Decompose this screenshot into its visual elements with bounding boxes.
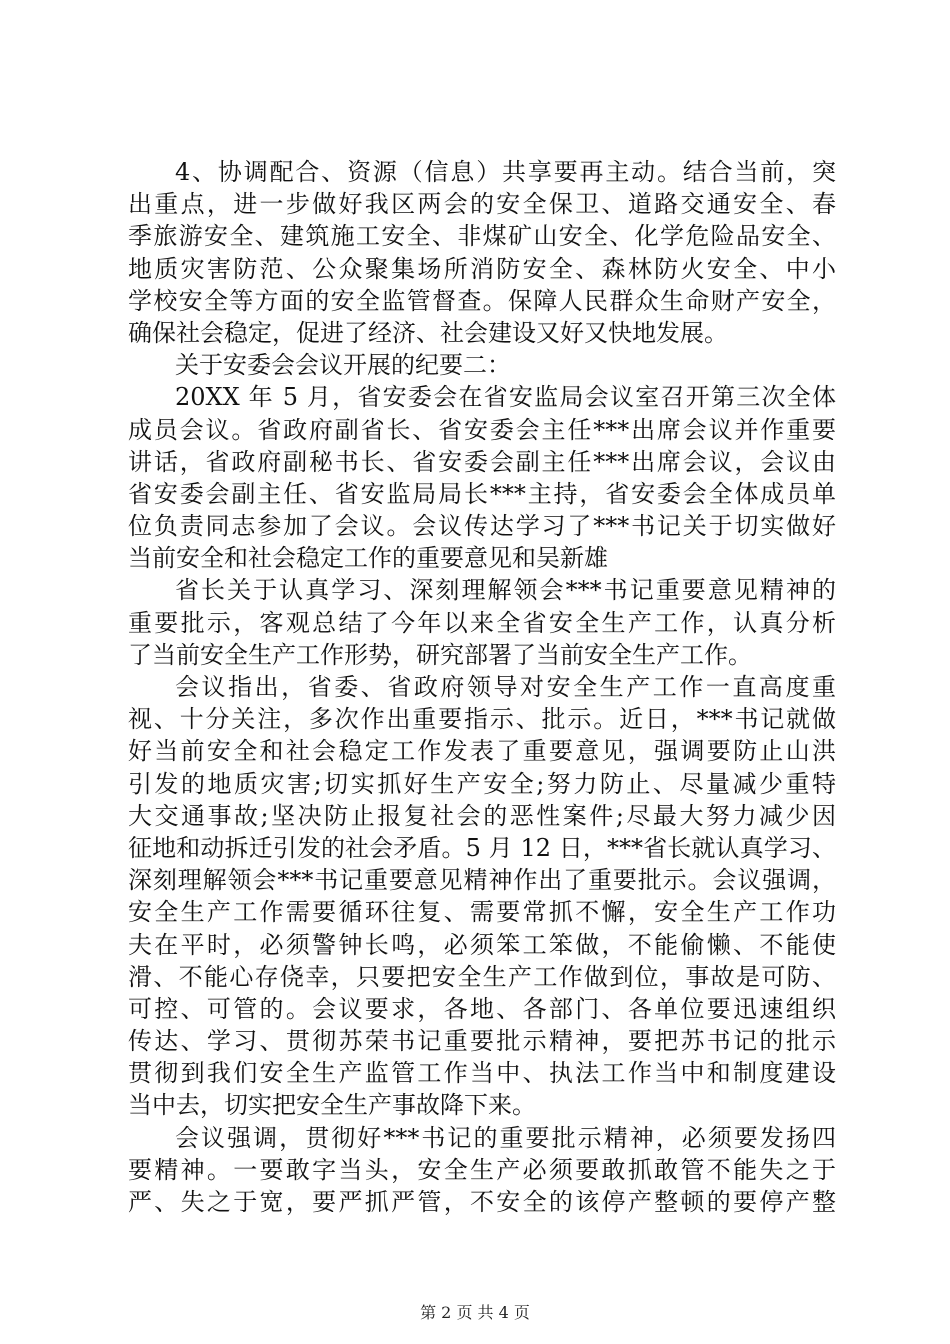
text-line: 位负责同志参加了会议。会议传达学习了***书记关于切实做好 xyxy=(128,512,836,541)
text-line: 视、十分关注，多次作出重要指示、批示。近日，***书记就做 xyxy=(128,705,836,734)
text-line: 引发的地质灾害;切实抓好生产安全;努力防止、尽量减少重特 xyxy=(128,769,836,798)
text-line: 了当前安全生产工作形势，研究部署了当前安全生产工作。 xyxy=(128,640,752,669)
text-line: 20XX 年 5 月，省安委会在省安监局会议室召开第三次全体 xyxy=(175,383,836,412)
text-line: 要精神。一要敢字当头，安全生产必须要敢抓敢管不能失之于 xyxy=(128,1155,836,1184)
text-line: 会议强调，贯彻好***书记的重要批示精神，必须要发扬四 xyxy=(175,1123,836,1152)
text-line: 省安委会副主任、省安监局局长***主持，省安委会全体成员单 xyxy=(128,479,836,508)
text-line: 4、协调配合、资源（信息）共享要再主动。结合当前，突 xyxy=(175,158,836,186)
text-line: 地质灾害防范、公众聚集场所消防安全、森林防火安全、中小 xyxy=(128,254,836,283)
text-line: 安全生产工作需要循环往复、需要常抓不懈，安全生产工作功 xyxy=(128,898,836,927)
text-line: 好当前安全和社会稳定工作发表了重要意见，强调要防止山洪 xyxy=(128,737,836,766)
text-line: 出重点，进一步做好我区两会的安全保卫、道路交通安全、春 xyxy=(128,190,836,219)
text-line: 确保社会稳定，促进了经济、社会建设又好又快地发展。 xyxy=(128,318,728,347)
text-line: 重要批示，客观总结了今年以来全省安全生产工作，认真分析 xyxy=(128,608,836,637)
text-line: 学校安全等方面的安全监管督查。保障人民群众生命财产安全， xyxy=(128,286,836,315)
text-line: 当中去，切实把安全生产事故降下来。 xyxy=(128,1091,536,1120)
text-line: 可控、可管的。会议要求，各地、各部门、各单位要迅速组织 xyxy=(128,994,836,1023)
text-line: 夫在平时，必须警钟长鸣，必须笨工笨做，不能偷懒、不能使 xyxy=(128,930,836,959)
text-line: 滑、不能心存侥幸，只要把安全生产工作做到位，事故是可防、 xyxy=(128,962,836,991)
text-line: 传达、学习、贯彻苏荣书记重要批示精神，要把苏书记的批示 xyxy=(128,1027,836,1056)
text-line: 征地和动拆迁引发的社会矛盾。5 月 12 日，***省长就认真学习、 xyxy=(128,833,836,862)
text-line: 关于安委会会议开展的纪要二： xyxy=(175,351,511,380)
document-body xyxy=(128,156,836,1218)
page-footer: 第 2 页 共 4 页 xyxy=(420,1303,530,1322)
text-line: 当前安全和社会稳定工作的重要意见和吴新雄 xyxy=(128,544,608,573)
text-line: 讲话，省政府副秘书长、省安委会副主任***出席会议，会议由 xyxy=(128,447,836,476)
text-line: 贯彻到我们安全生产监管工作当中、执法工作当中和制度建设 xyxy=(128,1059,836,1088)
text-line: 成员会议。省政府副省长、省安委会主任***出席会议并作重要 xyxy=(128,415,836,444)
text-line: 严、失之于宽，要严抓严管，不安全的该停产整顿的要停产整 xyxy=(128,1188,836,1216)
text-line: 季旅游安全、建筑施工安全、非煤矿山安全、化学危险品安全、 xyxy=(128,222,836,251)
text-line: 大交通事故;坚决防止报复社会的恶性案件;尽最大努力减少因 xyxy=(128,801,836,830)
text-line: 省长关于认真学习、深刻理解领会***书记重要意见精神的 xyxy=(175,576,836,605)
text-line: 会议指出，省委、省政府领导对安全生产工作一直高度重 xyxy=(175,673,836,701)
text-line: 深刻理解领会***书记重要意见精神作出了重要批示。会议强调， xyxy=(128,866,836,895)
